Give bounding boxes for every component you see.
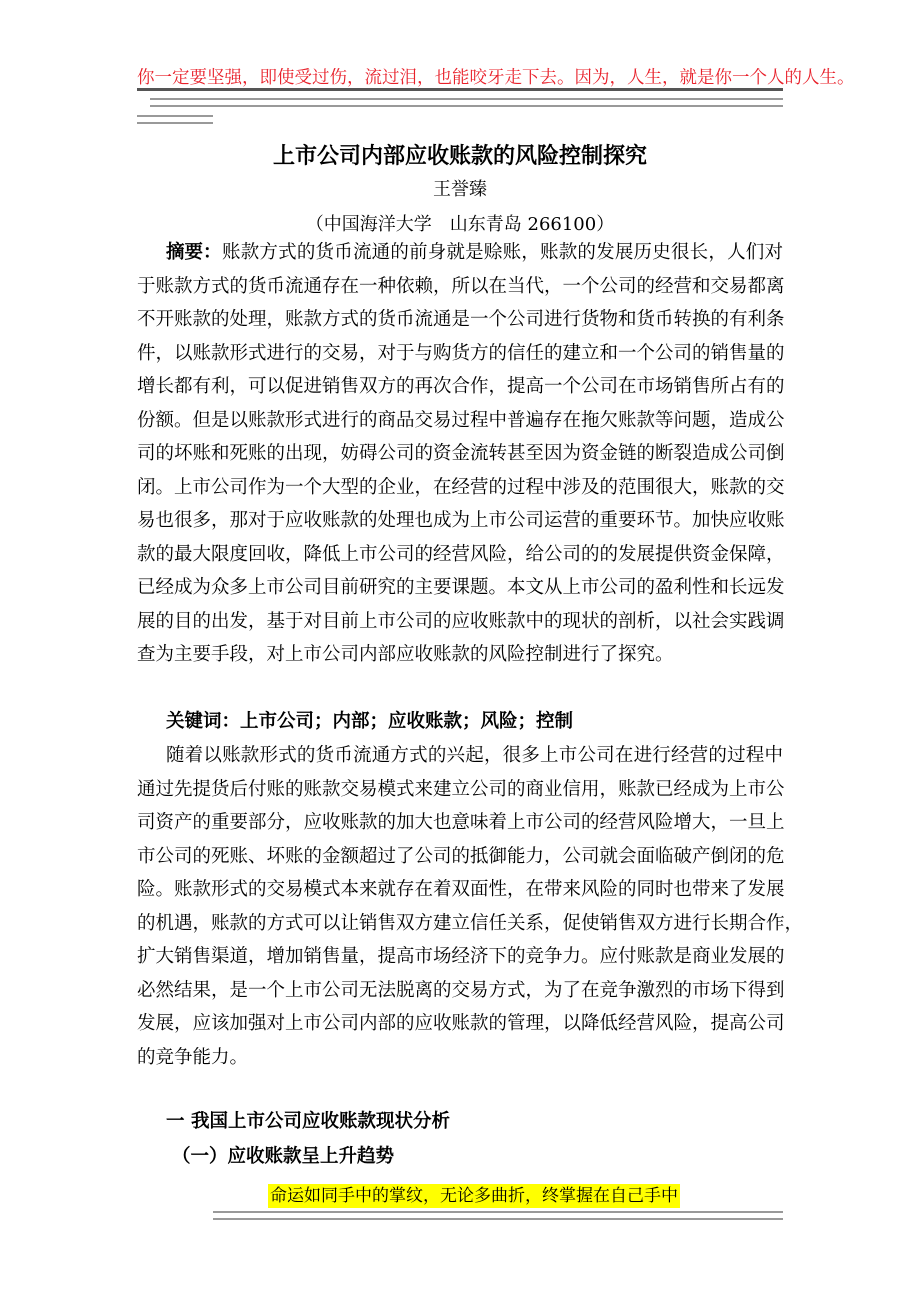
text-line: 于账款方式的货币流通存在一种依赖，所以在当代，一个公司的经营和交易都离: [137, 275, 785, 297]
text-line: 增长都有利，可以促进销售双方的再次合作，提高一个公司在市场销售所占有的: [137, 376, 785, 397]
text-line: 件，以账款形式进行的交易，对于与购货方的信任的建立和一个公司的销售量的: [137, 342, 785, 364]
text-line: 展的目的出发，基于对目前上市公司的应收账款中的现状的剖析，以社会实践调: [137, 610, 785, 632]
section-heading: 一 我国上市公司应收账款现状分析: [166, 1111, 450, 1132]
header-rule: [137, 88, 783, 91]
text-line: 险。账款形式的交易模式本来就存在着双面性，在带来风险的同时也带来了发展: [137, 879, 785, 900]
keywords: 关键词：上市公司；内部；应收账款；风险；控制: [166, 711, 574, 732]
footer-quote: 命运如同手中的掌纹，无论多曲折，终掌握在自己手中: [270, 1186, 678, 1206]
doc-title: 上市公司内部应收账款的风险控制探究: [272, 143, 647, 169]
text-line: 司资产的重要部分，应收账款的加大也意味着上市公司的经营风险增大，一旦上: [137, 812, 785, 833]
header-quote: 你一定要坚强，即使受过伤，流过泪，也能咬牙走下去。因为，人生，就是你一个人的人生。: [137, 68, 855, 88]
text-line: 必然结果，是一个上市公司无法脱离的交易方式，为了在竞争激烈的市场下得到: [137, 979, 785, 1001]
divider-line: [150, 98, 783, 107]
text-line: 司的坏账和死账的出现，妨碍公司的资金流转甚至因为资金链的断裂造成公司倒: [137, 443, 785, 464]
text-line: 市公司的死账、坏账的金额超过了公司的抵御能力，公司就会面临破产倒闭的危: [137, 845, 785, 867]
text-line: 随着以账款形式的货币流通方式的兴起，很多上市公司在进行经营的过程中: [166, 745, 783, 766]
text-line: 账款方式的货币流通的前身就是赊账，账款的发展历史很长，人们对: [222, 242, 783, 263]
text-line: 的竞争能力。: [137, 1046, 249, 1068]
text-line: 查为主要手段，对上市公司内部应收账款的风险控制进行了探究。: [137, 644, 674, 665]
text-line: 款的最大限度回收，降低上市公司的经营风险，给公司的的发展提供资金保障，: [137, 543, 785, 565]
text-line: 通过先提货后付账的账款交易模式来建立公司的商业信用，账款已经成为上市公: [137, 778, 785, 800]
divider-line: [137, 115, 213, 124]
text-line: 份额。但是以账款形式进行的商品交易过程中普遍存在拖欠账款等问题，造成公: [137, 409, 785, 431]
text-line: 发展，应该加强对上市公司内部的应收账款的管理，以降低经营风险，提高公司: [137, 1013, 785, 1034]
text-line: 不开账款的处理，账款方式的货币流通是一个公司进行货物和货币转换的有利条: [137, 309, 785, 330]
text-line: 已经成为众多上市公司目前研究的主要课题。本文从上市公司的盈利性和长远发: [137, 577, 785, 598]
text-line: 闭。上市公司作为一个大型的企业，在经营的过程中涉及的范围很大，账款的交: [137, 476, 785, 498]
author: 王誉臻: [433, 179, 487, 200]
abstract-label: 摘要：: [166, 242, 222, 263]
text-line: 易也很多，那对于应收账款的处理也成为上市公司运营的重要环节。加快应收账: [137, 510, 785, 531]
divider-line: [213, 1211, 783, 1220]
text-line: 的机遇，账款的方式可以让销售双方建立信任关系，促使销售双方进行长期合作，: [137, 912, 804, 934]
affiliation: （中国海洋大学 山东青岛 266100）: [305, 214, 615, 235]
subsection-heading: （一）应收账款呈上升趋势: [172, 1146, 395, 1167]
text-line: 扩大销售渠道，增加销售量，提高市场经济下的竞争力。应付账款是商业发展的: [137, 946, 785, 967]
